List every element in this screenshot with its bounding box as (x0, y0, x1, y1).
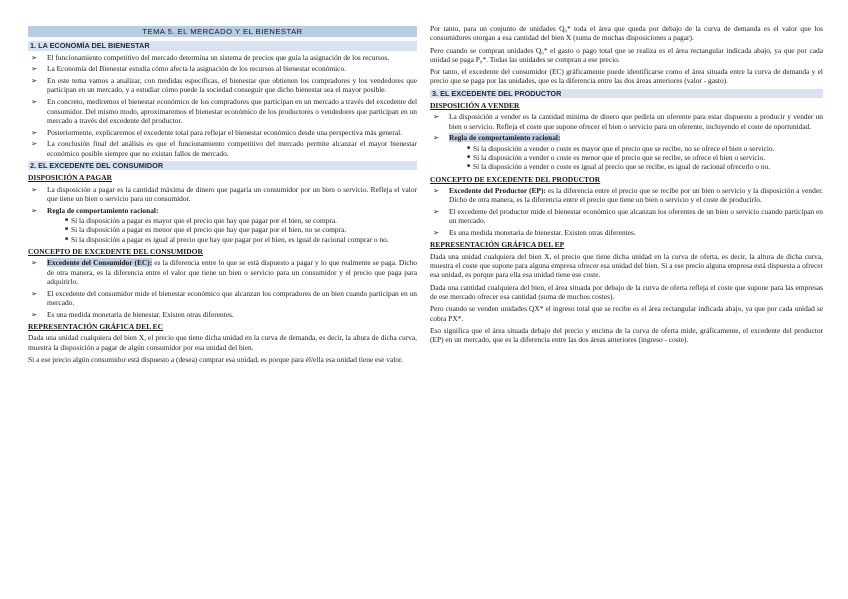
concepto-ec-list (28, 258, 417, 319)
subheading-representacion-ep: REPRESENTACIÓN GRÁFICA DEL EP (430, 240, 565, 250)
paragraph: Pero cuando se venden unidades QX* el ingreso total que se recibe es el área rectangular indicada abajo, ya que por cada unidad se cobra PX*. (430, 304, 823, 323)
list-item: ➢ Es una medida monetaria de bienestar. Existen otras diferentes. (433, 228, 636, 238)
ec-term: Excedente del Consumidor (EC): (47, 258, 153, 268)
concepto-ep-list (430, 186, 823, 237)
list-item: ➢ El funcionamiento competitivo del mercado determina un sistema de precios que guía la asignación de los recursos. (31, 52, 390, 62)
list-item: ➢ El excedente del consumidor mide el bienestar económico que alcanzan los compradores de un bien cuando participan en un mercado. (31, 288, 417, 307)
list-item: ➢ La Economía del Bienestar estudia cómo afecta la asignación de los recursos al bienestar económico. (31, 64, 346, 74)
list-item: ➢ La disposición a vender es la cantidad mínima de dinero que pediría un oferente para estar dispuesto a producir y vender un bien o servicio. Refleja el coste que supone ofrecer el bien o servicio para un oferente, incluyendo el coste de oportunidad. (433, 112, 823, 131)
arrow-icon: ➢ (31, 184, 38, 194)
paragraph: Por tanto, el excedente del consumidor (EC) gráficamente puede identificarse como el área situada entre la curva de demanda y el precio que se paga por las unidades, que es la diferencia entre las dos áreas anteriores (valor - gasto). (430, 67, 823, 86)
subheading-representacion-ec: REPRESENTACIÓN GRÁFICA DEL EC (28, 322, 164, 332)
bienestar-list (28, 53, 417, 158)
paragraph: Dada una unidad cualquiera del bien X, el precio que tiene dicha unidad en la curva de oferta, es decir, la altura de dicha curva, muestra el coste que supone para alguna empresa ofrecer esa unidad del bien. Si a ese precio alguna empresa está dispuesta a ofrecer esa unidad, es porque para ella esa unidad tiene ese coste. (430, 251, 823, 280)
list-item: ➢ Excedente del Consumidor (EC): es la diferencia entre lo que se está dispuesto a pagar y lo que realmente se paga. Dicho de otra manera, es la diferencia entre el valor que tiene un bien o servicio para un consumidor y el precio que paga para adquirirlo. (31, 258, 417, 286)
list-item: ➢ Es una medida monetaria de bienestar. Existen otras diferentes. (31, 309, 234, 319)
arrow-icon: ➢ (31, 205, 38, 215)
subheading-concepto-ec: CONCEPTO DE EXCEDENTE DEL CONSUMIDOR (28, 246, 203, 256)
arrow-icon: ➢ (31, 258, 38, 268)
paragraph: Si a ese precio algún consumidor está dispuesto a (desea) comprar esa unidad, es porque para él/ella esa unidad tiene ese valor. (28, 354, 403, 364)
regla-productor-list (449, 144, 823, 172)
regla-consumidor-list (47, 216, 417, 244)
list-item: ■ Si la disposición a pagar es mayor que el precio que hay que pagar por el bien, se compra. (65, 216, 337, 226)
list-item: ➢ Regla de comportamiento racional: ■ Si la disposición a pagar es mayor que el precio que hay que pagar por el bien, se compra. ■ Si la disposición a pagar es menor que el precio que hay que pagar por el bien, no se compra. ■ Si la disposición a pagar es igual al precio que hay que pagar por el bien, es igual de racional comprar o no. (28, 206, 417, 244)
paragraph: Por tanto, para un conjunto de unidades Q₀* toda el área que queda por debajo de la curva de demanda es el valor que los consumidores otorgan a esa cantidad del bien X (suma de muchas disposiciones a pagar). (430, 24, 823, 43)
subheading-concepto-ep: CONCEPTO DE EXCEDENTE DEL PRODUCTOR (430, 174, 601, 184)
list-item: ■ Si la disposición a vender o coste es menor que el precio que se recibe, se ofrece el bien o servicio. (467, 153, 766, 163)
list-item: ■ Si la disposición a vender o coste es mayor que el precio que se recibe, no se ofrece el bien o servicio. (467, 143, 775, 153)
page-title: TEMA 5. EL MERCADO Y EL BIENESTAR (28, 26, 417, 37)
paragraph: Eso significa que el área situada debajo del precio y encima de la curva de oferta mide, gráficamente, el excedente del productor (EP) en un mercado, que es la diferencia entre las dos áreas anteriores (ingreso - coste). (430, 325, 823, 345)
list-item: ■ Si la disposición a pagar es menor que el precio que hay que pagar por el bien, no se compra. (65, 225, 347, 235)
section-heading-economia-bienestar: 1. LA ECONOMÍA DEL BIENESTAR (28, 41, 417, 50)
arrow-icon: ➢ (433, 185, 440, 195)
list-item: ➢ En concreto, mediremos el bienestar económico de los compradores que participan en un mercado a través del excedente del consumidor. Del mismo modo, aproximaremos el bienestar económico de los productores o vendedores que participan en un mercado a través del excedente del productor. (31, 97, 417, 125)
paragraph: Dada una unidad cualquiera del bien X, el precio que tiene dicha unidad en la curva de demanda, es decir, la altura de dicha curva, muestra la disposición a pagar de algún consumidor por esa unidad del bien. (28, 333, 417, 352)
list-item: ➢ Excedente del Productor (EP): es la diferencia entre el precio que se recibe por un bien o servicio y la disposición a vender. Dicho de otra manera, es la diferencia entre el precio que tiene un bien o servicio y el coste de producirlo. (433, 185, 823, 205)
arrow-icon: ➢ (31, 288, 38, 298)
list-item: ➢ En este tema vamos a analizar, con medidas específicas, el bienestar que obtienen los compradores y los vendedores que participan en un mercado, y a estudiar cómo puede la sociedad conseguir que dicho bienestar sea el mayor posible. (31, 76, 417, 95)
arrow-icon: ➢ (433, 207, 440, 217)
subheading-disposicion-pagar: DISPOSICIÓN A PAGAR (28, 173, 113, 183)
subheading-disposicion-vender: DISPOSICIÓN A VENDER (430, 101, 520, 111)
right-column (430, 24, 823, 347)
list-item: ➢ La disposición a pagar es la cantidad máxima de dinero que pagaría un consumidor por un bien o servicio. Refleja el valor que tiene un bien o servicio para un consumidor. (31, 184, 417, 203)
list-item: ■ Si la disposición a vender o coste es igual al precio que se recibe, es igual de racional ofrecerlo o no. (467, 162, 771, 172)
list-item: ■ Si la disposición a pagar es igual al precio que hay que pagar por el bien, es igual de racional comprar o no. (65, 234, 389, 244)
square-bullet-icon: ■ (467, 155, 471, 161)
section-heading-excedente-productor: 3. EL EXCEDENTE DEL PRODUCTOR (430, 89, 823, 98)
section-heading-excedente-consumidor: 2. EL EXCEDENTE DEL CONSUMIDOR (28, 161, 417, 170)
arrow-icon: ➢ (433, 133, 440, 143)
square-bullet-icon: ■ (467, 145, 471, 151)
ep-term: Excedente del Productor (EP): (449, 185, 546, 195)
left-column (28, 26, 417, 367)
arrow-icon: ➢ (31, 309, 38, 319)
arrow-icon: ➢ (31, 76, 38, 86)
disposicion-vender-list (430, 112, 823, 171)
list-item: ➢ La conclusión final del análisis es que el funcionamiento competitivo del mercado permite alcanzar el mayor bienestar económico posible siempre que no existan fallos de mercado. (31, 139, 417, 158)
square-bullet-icon: ■ (65, 218, 69, 224)
square-bullet-icon: ■ (65, 227, 69, 233)
arrow-icon: ➢ (433, 112, 440, 122)
arrow-icon: ➢ (433, 228, 440, 238)
arrow-icon: ➢ (31, 139, 38, 149)
square-bullet-icon: ■ (467, 164, 471, 170)
paragraph: Pero cuando se compran unidades Q₀* el gasto o pago total que se realiza es el área rectangular indicada abajo, ya que por cada unidad se paga P₀*. Todas las unidades se compran a ese precio. (430, 45, 823, 64)
arrow-icon: ➢ (31, 64, 38, 74)
list-item: ➢ Posteriormente, explicaremos el excedente total para reflejar el bienestar económico desde una perspectiva más general. (31, 127, 402, 137)
square-bullet-icon: ■ (65, 236, 69, 242)
disposicion-pagar-list (28, 185, 417, 244)
arrow-icon: ➢ (31, 52, 38, 62)
list-item: ➢ El excedente del productor mide el bienestar económico que alcanzan los oferentes de un bien o servicio cuando participan en un mercado. (433, 207, 823, 226)
arrow-icon: ➢ (31, 97, 38, 107)
paragraph: Dada una cantidad cualquiera del bien, el área situada por debajo de la curva de oferta refleja el coste que supone para las empresas de ese mercado ofrecer esa cantidad (suma de muchos costes). (430, 282, 823, 301)
arrow-icon: ➢ (31, 127, 38, 137)
list-item: ➢ Regla de comportamiento racional: ■ Si la disposición a vender o coste es mayor que el precio que se recibe, no se ofrece el bien o servicio. ■ Si la disposición a vender o coste es menor que el precio que se recibe, se ofrece el bien o servicio. ■ Si la disposición a vender o coste es igual al precio que se recibe, es igual de racional ofrecerlo o no. (430, 133, 823, 171)
